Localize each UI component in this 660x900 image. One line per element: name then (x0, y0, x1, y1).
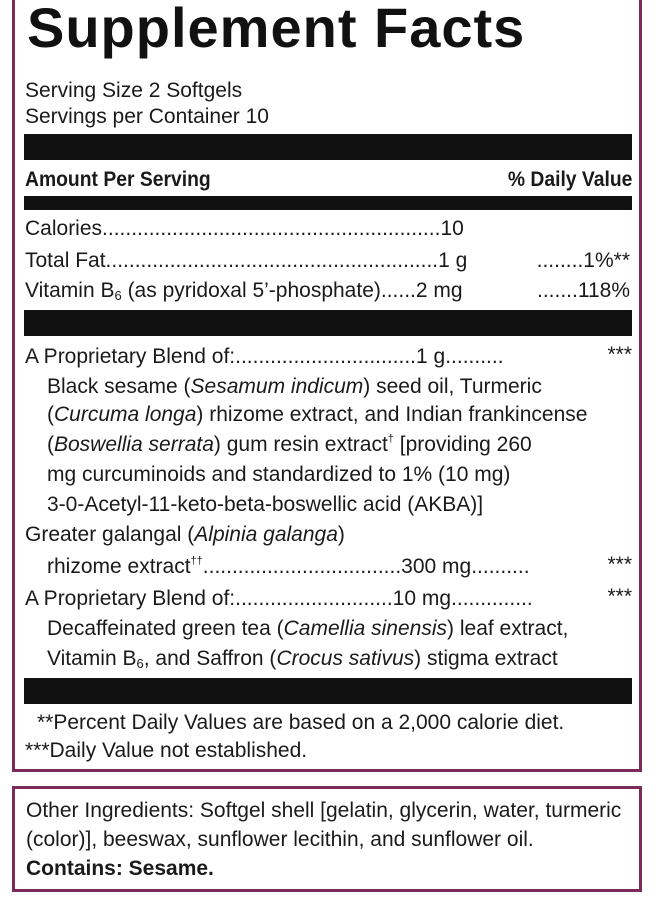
vitamin-b6-dv: 118% (577, 279, 630, 302)
blend2-dots2: .............. (451, 587, 533, 610)
total-fat-label: Total Fat (25, 249, 106, 272)
footnote-daily-value: **Percent Daily Values are based on a 2,000 calorie diet. (37, 711, 565, 734)
blend2-dots: ........................... (235, 587, 393, 610)
blend1-line-4: mg curcuminoids and standardized to 1% (10 mg) (47, 463, 511, 486)
footnote-not-established: ***Daily Value not established. (25, 739, 308, 762)
total-fat-dv: 1%** (583, 249, 630, 272)
calories-amount: 10 (440, 217, 464, 240)
other-ingredients-text (26, 796, 636, 883)
blend2-line-1 (47, 616, 568, 642)
blend1-line-1 (47, 374, 542, 400)
blend1-dots: ............................... (235, 345, 416, 368)
galangal-dots2: .......... (471, 555, 530, 578)
blend2-label: A Proprietary Blend of: (25, 587, 236, 610)
blend1-line-5: 3-0-Acetyl-11-keto-beta-boswellic acid (AKBA)] (47, 493, 484, 516)
blend1-dots2: .......... (445, 345, 504, 368)
blend1-dv: *** (607, 343, 632, 366)
text: ) (337, 523, 345, 546)
calories-label: Calories (25, 217, 103, 240)
thick-rule-2 (24, 196, 632, 210)
galangal-row (47, 554, 530, 580)
total-fat-row (25, 248, 467, 274)
blend2-amount: 10 mg (392, 587, 452, 610)
text: ) leaf extract, (447, 617, 569, 640)
thick-rule-1 (24, 134, 632, 160)
text: Black sesame ( (47, 375, 191, 398)
latin-name: Boswellia serrata (54, 433, 214, 456)
amount-per-serving-header: Amount Per Serving (25, 168, 211, 191)
dagger: † (387, 433, 394, 445)
total-fat-dv-group (537, 248, 630, 274)
blend2-row (25, 586, 533, 612)
latin-name: Alpinia galanga (194, 523, 338, 546)
double-dagger: †† (190, 555, 203, 567)
label-title: Supplement Facts (27, 0, 526, 59)
galangal-label: rhizome extract (47, 555, 191, 578)
total-fat-amount: 1 g (438, 249, 468, 272)
text: ) gum resin extract (213, 433, 388, 456)
blend1-line-3 (47, 432, 532, 458)
blend1-amount: 1 g (416, 345, 446, 368)
text: , and Saffron ( (143, 647, 277, 670)
serving-size: Serving Size 2 Softgels (25, 79, 243, 102)
subscript: 6 (136, 656, 144, 671)
text: Greater galangal ( (25, 523, 195, 546)
blend1-row (25, 344, 504, 370)
text: Vitamin B (47, 647, 137, 670)
latin-name: Crocus sativus (276, 647, 415, 670)
latin-name: Sesamum indicum (190, 375, 364, 398)
blend2-dv: *** (607, 585, 632, 608)
text: ) seed oil, Turmeric (363, 375, 542, 398)
daily-value-header: % Daily Value (507, 168, 632, 191)
text: Decaffeinated green tea ( (47, 617, 284, 640)
total-fat-dots: ......................................................... (105, 249, 439, 272)
blend2-line-2 (47, 646, 558, 672)
total-fat-dots2: ........ (536, 249, 584, 272)
vitamin-b6-label: Vitamin B (25, 279, 115, 302)
vitamin-b6-amount: 2 mg (415, 279, 463, 302)
galangal-line-1 (25, 522, 345, 548)
text: [providing 260 (393, 433, 532, 456)
calories-dots: .......................................................... (102, 217, 441, 240)
text: ) rhizome extract, and Indian frankincense (196, 403, 588, 426)
vitamin-b6-dv-group (537, 278, 630, 304)
vitamin-b6-subscript: 6 (114, 288, 122, 303)
vitamin-b6-dots: ...... (380, 279, 416, 302)
text: ( (47, 403, 54, 426)
vitamin-b6-dots2: ....... (537, 279, 578, 302)
thick-rule-3 (24, 310, 632, 336)
latin-name: Curcuma longa (54, 403, 197, 426)
blend1-label: A Proprietary Blend of: (25, 345, 236, 368)
allergen-statement: Contains: Sesame. (26, 857, 214, 880)
servings-per-container: Servings per Container 10 (25, 105, 269, 128)
vitamin-b6-row (25, 278, 463, 304)
calories-row (25, 216, 464, 242)
blend1-line-2 (47, 402, 587, 428)
thick-rule-4 (24, 678, 632, 704)
text: ) stigma extract (414, 647, 558, 670)
galangal-amount: 300 mg (401, 555, 472, 578)
galangal-dv: *** (607, 553, 632, 576)
vitamin-b6-form: (as pyridoxal 5’-phosphate) (121, 279, 381, 302)
latin-name: Camellia sinensis (283, 617, 448, 640)
other-ingredients-list: Other Ingredients: Softgel shell [gelatin, glycerin, water, turmeric (color)], beeswax, sunflower lecithin, and sunflower oil. (26, 799, 622, 851)
galangal-dots: .................................. (202, 555, 402, 578)
text: ( (47, 433, 54, 456)
